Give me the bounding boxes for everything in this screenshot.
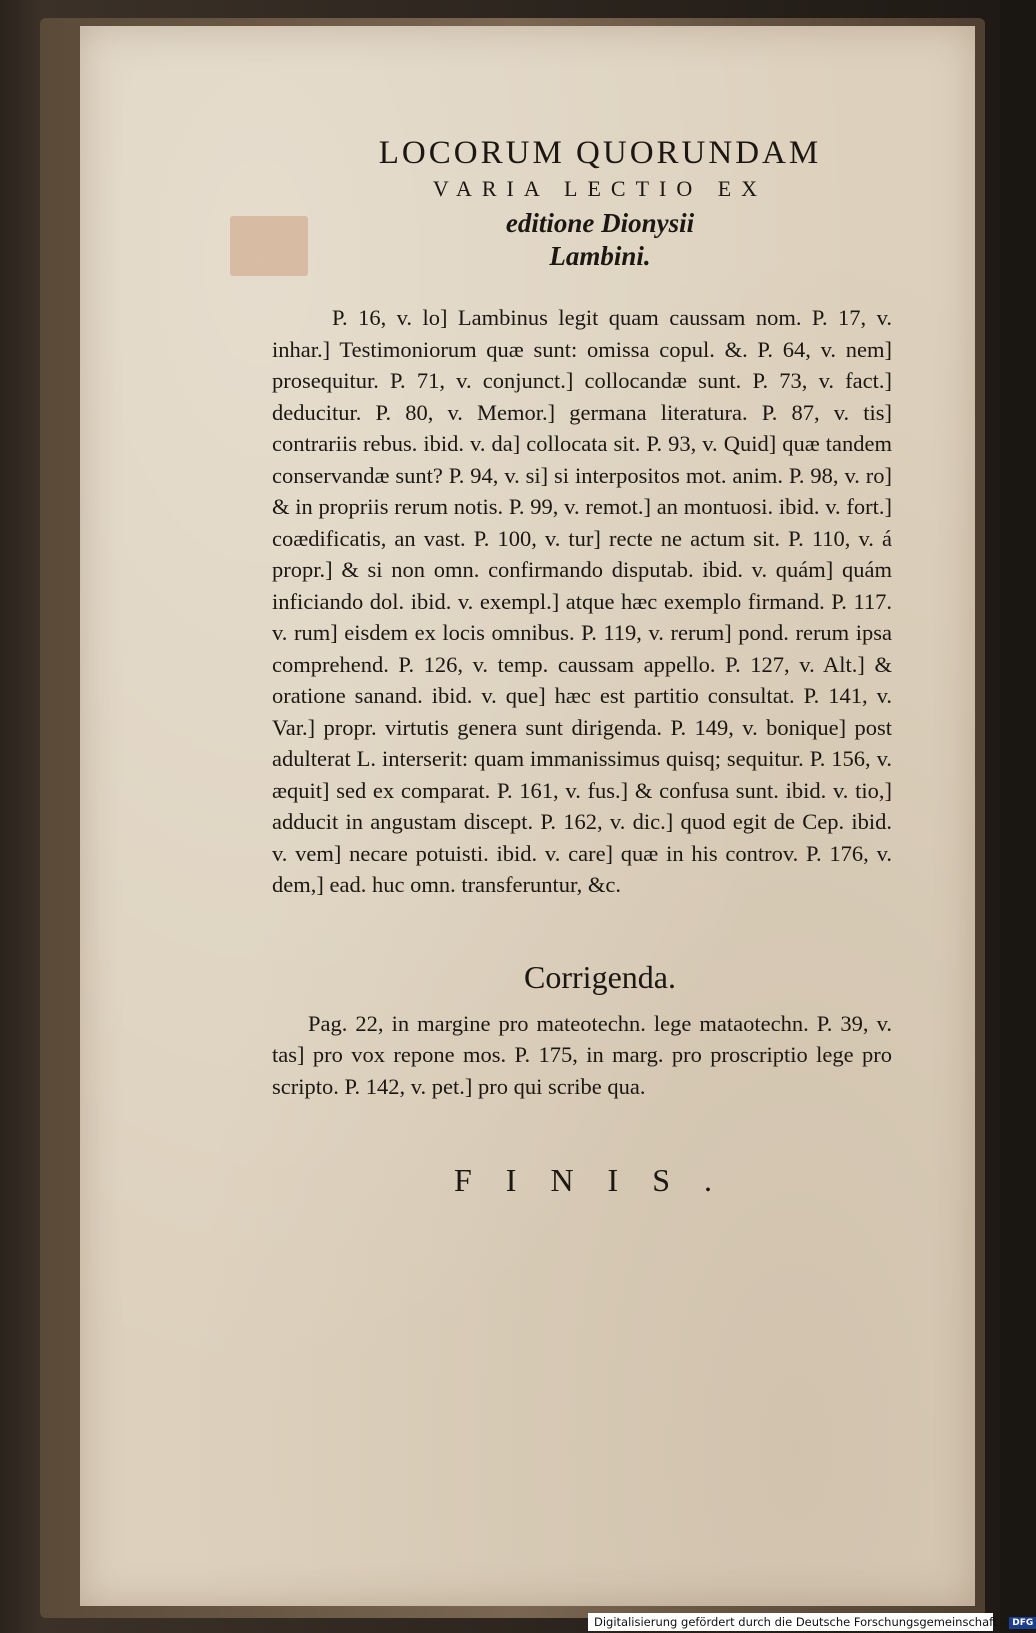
text-block [272, 135, 920, 1199]
variant-readings-text: P. 16, v. lo] Lambinus legit quam caussam nom. P. 17, v. inhar.] Testimoniorum quæ sunt: omissa copul. &. P. 64, v. nem] prosequitur. P. 71, v. conjunct.] collocandæ sunt. P. 73, v. fact.] deducitur. P. 80, v. Memor.] germana literatura. P. 87, v. tis] contrariis rebus. ibid. v. da] collocata sit. P. 93, v. Quid] quæ tandem conservandæ sunt? P. 94, v. si] si interpositos mot. anim. P. 98, v. ro] & in propriis rerum notis. P. 99, v. remot.] an montuosi. ibid. v. fort.] coædificatis, an vast. P. 100, v. tur] recte ne actum sit. P. 110, v. á propr.] & si non omn. confirmando disputab. ibid. v. quám] quám inficiando dol. ibid. v. exempl.] atque hæc exemplo firmand. P. 117. v. rum] eisdem ex locis omnibus. P. 119, v. rerum] pond. rerum ipsa comprehend. P. 126, v. temp. caussam appello. P. 127, v. Alt.] & oratione sanand. ibid. v. que] hæc est partitio consultat. P. 141, v. Var.] propr. virtutis genera sunt dirigenda. P. 149, v. bonique] post adulterat L. interserit: quam immanissimus quisq; sequitur. P. 156, v. æquit] sed ex comparat. P. 161, v. fus.] & confusa sunt. ibid. v. tio,] adducit in angustam discept. P. 162, v. dic.] quod egit de Cep. ibid. v. vem] necare potuisti. ibid. v. care] quæ in his controv. P. 176, v. dem,] ead. huc omn. transferuntur, &c. [272, 305, 892, 897]
corrigenda-heading: Corrigenda. [524, 958, 676, 995]
heading-line-3: editione Dionysii [505, 208, 695, 238]
corrigenda-text: Pag. 22, in margine pro mateotechn. lege mataotechn. P. 39, v. tas] pro vox repone mos. P. 175, in marg. pro proscriptio lege pro scripto. P. 142, v. pet.] pro qui scribe qua. [272, 1010, 892, 1099]
heading-line-1: LOCORUM QUORUNDAM [378, 135, 822, 171]
digitization-footer [588, 1613, 1034, 1631]
heading-line-4: Lambini. [549, 241, 651, 271]
heading-line-2: VARIA LECTIO EX [432, 176, 768, 201]
finis-text: FINIS. [453, 1162, 746, 1198]
dfg-logo-icon: DFG [1009, 1617, 1036, 1629]
footer-text: Digitalisierung gefördert durch die Deutsche Forschungsgemeinschaft - [594, 1615, 1006, 1629]
